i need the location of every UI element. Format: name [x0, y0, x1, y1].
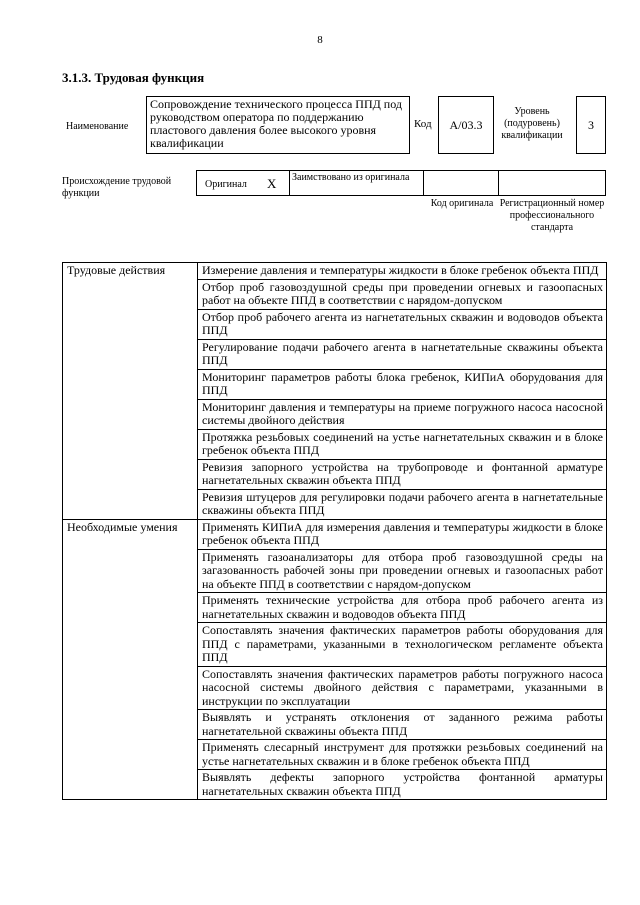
- original-cell: [196, 170, 290, 196]
- code-original-label: Код оригинала: [430, 198, 494, 209]
- table-cell: Мониторинг давления и температуры на приеме погружного насоса насосной системы двойного действия: [198, 399, 607, 429]
- origin-label: Происхождение трудовой функции: [62, 176, 172, 199]
- qualification-level: 3: [576, 96, 606, 154]
- table-cell: Протяжка резьбовых соединений на устье нагнетательных скважин и в блоке гребенок объекта ППД: [198, 429, 607, 459]
- table-cell: Регулирование подачи рабочего агента в нагнетательные скважины объекта ППД: [198, 339, 607, 369]
- table-cell: Выявлять и устранять отклонения от заданного режима работы нагнетательной скважины объекта ППД: [198, 710, 607, 740]
- table-cell: Применять слесарный инструмент для протяжки резьбовых соединений на устье нагнетательных скважин и в блоке гребенок объекта ППД: [198, 740, 607, 770]
- table-cell: Применять технические устройства для отбора проб рабочего агента из нагнетательных скважин и водоводов объекта ППД: [198, 593, 607, 623]
- reg-number-cell: [498, 170, 606, 196]
- table-cell: Ревизия запорного устройства на трубопроводе и фонтанной арматуре нагнетательных скважин объекта ППД: [198, 459, 607, 489]
- table-cell: Ревизия штуцеров для регулировки подачи рабочего агента в нагнетательные скважины объекта ППД: [198, 489, 607, 519]
- borrowed-cell: Заимствовано из оригинала: [289, 170, 424, 196]
- table-cell: Выявлять дефекты запорного устройства фонтанной арматуры нагнетательных скважин объекта ППД: [198, 770, 607, 800]
- function-code: А/03.3: [438, 96, 494, 154]
- table-row: [63, 263, 607, 280]
- table-cell: Отбор проб газовоздушной среды при проведении огневых и газоопасных работ на объекте ППД в соответствии с нарядом-допуском: [198, 279, 607, 309]
- code-label: Код: [414, 118, 432, 130]
- reg-number-label: Регистрационный номер профессионального стандарта: [499, 198, 605, 233]
- required-skills-label: Необходимые умения: [63, 519, 198, 800]
- table-cell: Мониторинг параметров работы блока гребенок, КИПиА оборудования для ППД: [198, 369, 607, 399]
- page-number: 8: [317, 34, 323, 46]
- table-cell: Применять газоанализаторы для отбора проб газовоздушной среды на загазованность рабочей зоны при проведении огневых и газоопасных работ на объекте ППД в соответствии с нарядом-допуском: [198, 549, 607, 593]
- table-cell: Сопоставлять значения фактических параметров работы оборудования для ППД с параметрами, указанными в технологическом регламенте объекта ППД: [198, 623, 607, 667]
- name-label: Наименование: [66, 121, 129, 132]
- code-original-cell: [423, 170, 499, 196]
- table-row: [63, 519, 607, 549]
- section-title: 3.1.3. Трудовая функция: [62, 70, 205, 85]
- original-mark: X: [267, 176, 277, 191]
- table-cell: Измерение давления и температуры жидкости в блоке гребенок объекта ППД: [198, 263, 607, 280]
- table-cell: Сопоставлять значения фактических параметров работы погружного насоса насосной системы двойного действия с параметрами, указанными в инструкции по эксплуатации: [198, 666, 607, 710]
- function-details-table: [62, 262, 607, 800]
- table-cell: Применять КИПиА для измерения давления и температуры жидкости в блоке гребенок объекта ППД: [198, 519, 607, 549]
- level-label: Уровень (подуровень) квалификации: [501, 106, 563, 141]
- origin-row: [196, 170, 606, 196]
- table-cell: Отбор проб рабочего агента из нагнетательных скважин и водоводов объекта ППД: [198, 309, 607, 339]
- labor-actions-label: Трудовые действия: [63, 263, 198, 520]
- function-name: Сопровождение технического процесса ППД под руководством оператора по поддержанию пластового давления более высокого уровня квалификации: [146, 96, 410, 154]
- original-label: Оригинал: [205, 179, 247, 190]
